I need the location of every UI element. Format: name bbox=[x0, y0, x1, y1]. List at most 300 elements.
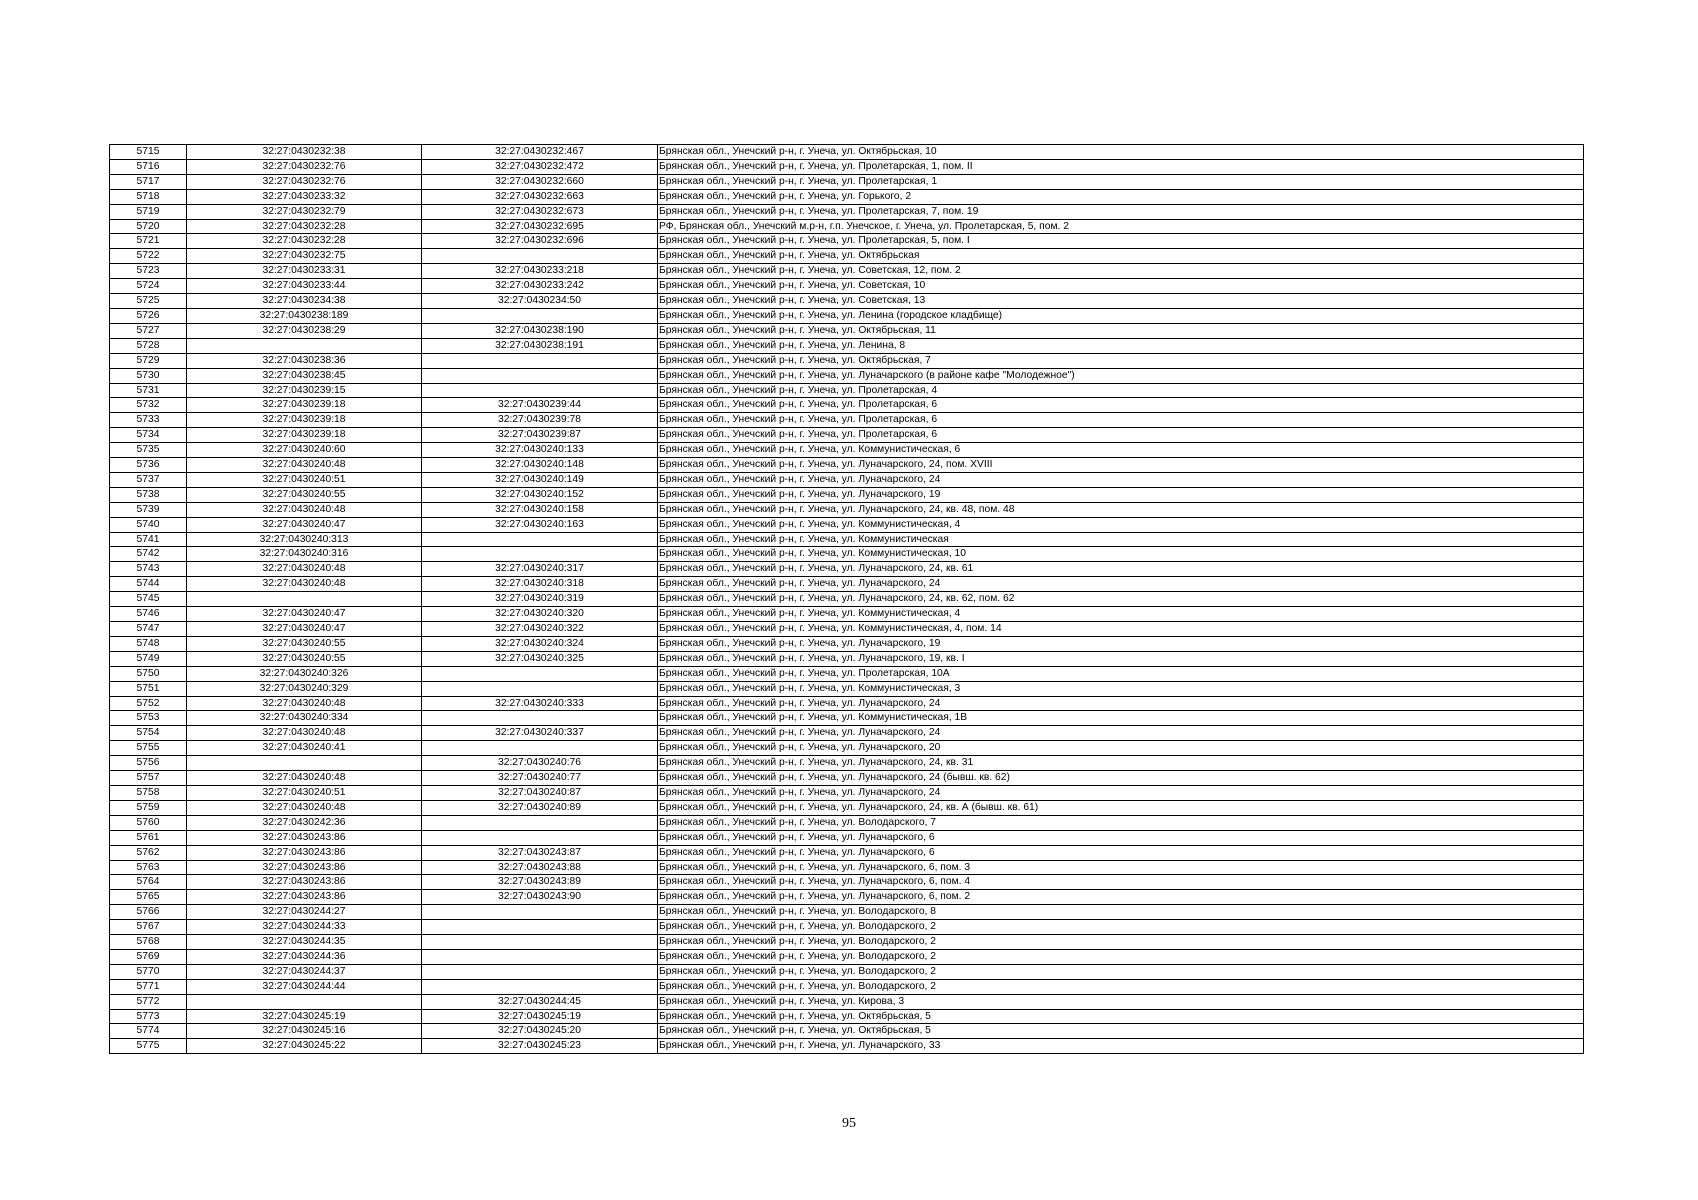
address-cell: Брянская обл., Унечский р-н, г. Унеча, ул. Советская, 13 bbox=[658, 294, 1584, 309]
address-cell: Брянская обл., Унечский р-н, г. Унеча, ул. Луначарского, 24 (бывш. кв. 62) bbox=[658, 771, 1584, 786]
object-cadastral-number-cell bbox=[422, 935, 658, 950]
address-cell: Брянская обл., Унечский р-н, г. Унеча, ул. Коммунистическая, 6 bbox=[658, 443, 1584, 458]
land-cadastral-number-cell: 32:27:0430240:41 bbox=[187, 741, 422, 756]
table-row bbox=[110, 1009, 1584, 1024]
address-cell: Брянская обл., Унечский р-н, г. Унеча, ул. Володарского, 2 bbox=[658, 920, 1584, 935]
land-cadastral-number-cell: 32:27:0430232:28 bbox=[187, 219, 422, 234]
row-number-cell: 5752 bbox=[110, 696, 187, 711]
address-cell: Брянская обл., Унечский р-н, г. Унеча, ул. Луначарского, 6 bbox=[658, 830, 1584, 845]
row-number-cell: 5716 bbox=[110, 159, 187, 174]
address-cell: Брянская обл., Унечский р-н, г. Унеча, ул. Луначарского, 24 bbox=[658, 726, 1584, 741]
row-number-cell: 5766 bbox=[110, 905, 187, 920]
table-row bbox=[110, 413, 1584, 428]
object-cadastral-number-cell: 32:27:0430240:333 bbox=[422, 696, 658, 711]
table-row bbox=[110, 532, 1584, 547]
table-row bbox=[110, 979, 1584, 994]
land-cadastral-number-cell: 32:27:0430233:44 bbox=[187, 279, 422, 294]
object-cadastral-number-cell: 32:27:0430243:88 bbox=[422, 860, 658, 875]
table-row bbox=[110, 219, 1584, 234]
land-cadastral-number-cell: 32:27:0430238:189 bbox=[187, 308, 422, 323]
row-number-cell: 5730 bbox=[110, 368, 187, 383]
row-number-cell: 5773 bbox=[110, 1009, 187, 1024]
address-cell: Брянская обл., Унечский р-н, г. Унеча, ул. Луначарского, 6, пом. 3 bbox=[658, 860, 1584, 875]
land-cadastral-number-cell: 32:27:0430240:334 bbox=[187, 711, 422, 726]
address-cell: Брянская обл., Унечский р-н, г. Унеча, ул. Луначарского, 24 bbox=[658, 696, 1584, 711]
address-cell: Брянская обл., Унечский р-н, г. Унеча, ул. Луначарского, 24 bbox=[658, 577, 1584, 592]
address-cell: Брянская обл., Унечский р-н, г. Унеча, ул. Коммунистическая, 10 bbox=[658, 547, 1584, 562]
row-number-cell: 5754 bbox=[110, 726, 187, 741]
table-row bbox=[110, 308, 1584, 323]
row-number-cell: 5745 bbox=[110, 592, 187, 607]
address-cell: Брянская обл., Унечский р-н, г. Унеча, ул. Пролетарская, 6 bbox=[658, 398, 1584, 413]
address-cell: Брянская обл., Унечский р-н, г. Унеча, ул. Пролетарская, 6 bbox=[658, 428, 1584, 443]
row-number-cell: 5765 bbox=[110, 890, 187, 905]
address-cell: Брянская обл., Унечский р-н, г. Унеча, ул. Володарского, 2 bbox=[658, 964, 1584, 979]
land-cadastral-number-cell: 32:27:0430232:76 bbox=[187, 174, 422, 189]
object-cadastral-number-cell bbox=[422, 666, 658, 681]
land-cadastral-number-cell: 32:27:0430232:76 bbox=[187, 159, 422, 174]
land-cadastral-number-cell: 32:27:0430240:47 bbox=[187, 607, 422, 622]
row-number-cell: 5728 bbox=[110, 338, 187, 353]
object-cadastral-number-cell: 32:27:0430232:660 bbox=[422, 174, 658, 189]
land-cadastral-number-cell: 32:27:0430242:36 bbox=[187, 815, 422, 830]
object-cadastral-number-cell: 32:27:0430238:190 bbox=[422, 323, 658, 338]
table-row bbox=[110, 741, 1584, 756]
row-number-cell: 5744 bbox=[110, 577, 187, 592]
object-cadastral-number-cell: 32:27:0430240:318 bbox=[422, 577, 658, 592]
row-number-cell: 5723 bbox=[110, 264, 187, 279]
object-cadastral-number-cell: 32:27:0430243:90 bbox=[422, 890, 658, 905]
object-cadastral-number-cell: 32:27:0430240:87 bbox=[422, 785, 658, 800]
land-cadastral-number-cell: 32:27:0430240:48 bbox=[187, 458, 422, 473]
address-cell: Брянская обл., Унечский р-н, г. Унеча, ул. Ленина (городское кладбище) bbox=[658, 308, 1584, 323]
address-cell: Брянская обл., Унечский р-н, г. Унеча, ул. Луначарского, 6 bbox=[658, 845, 1584, 860]
object-cadastral-number-cell: 32:27:0430239:87 bbox=[422, 428, 658, 443]
land-cadastral-number-cell bbox=[187, 756, 422, 771]
table-row bbox=[110, 815, 1584, 830]
object-cadastral-number-cell bbox=[422, 830, 658, 845]
object-cadastral-number-cell bbox=[422, 964, 658, 979]
table-row bbox=[110, 145, 1584, 160]
object-cadastral-number-cell: 32:27:0430240:148 bbox=[422, 458, 658, 473]
row-number-cell: 5775 bbox=[110, 1039, 187, 1054]
object-cadastral-number-cell: 32:27:0430240:319 bbox=[422, 592, 658, 607]
object-cadastral-number-cell: 32:27:0430245:23 bbox=[422, 1039, 658, 1054]
address-cell: Брянская обл., Унечский р-н, г. Унеча, ул. Луначарского, 6, пом. 2 bbox=[658, 890, 1584, 905]
object-cadastral-number-cell bbox=[422, 949, 658, 964]
row-number-cell: 5762 bbox=[110, 845, 187, 860]
table-row bbox=[110, 577, 1584, 592]
table-row bbox=[110, 323, 1584, 338]
object-cadastral-number-cell: 32:27:0430240:77 bbox=[422, 771, 658, 786]
table-row bbox=[110, 845, 1584, 860]
land-cadastral-number-cell bbox=[187, 592, 422, 607]
land-cadastral-number-cell: 32:27:0430238:36 bbox=[187, 353, 422, 368]
row-number-cell: 5759 bbox=[110, 800, 187, 815]
row-number-cell: 5735 bbox=[110, 443, 187, 458]
land-cadastral-number-cell: 32:27:0430240:48 bbox=[187, 800, 422, 815]
table-row bbox=[110, 860, 1584, 875]
table-row bbox=[110, 472, 1584, 487]
table-row bbox=[110, 800, 1584, 815]
address-cell: Брянская обл., Унечский р-н, г. Унеча, ул. Пролетарская, 5, пом. I bbox=[658, 234, 1584, 249]
object-cadastral-number-cell bbox=[422, 532, 658, 547]
row-number-cell: 5718 bbox=[110, 189, 187, 204]
table-row bbox=[110, 264, 1584, 279]
land-cadastral-number-cell: 32:27:0430240:48 bbox=[187, 502, 422, 517]
row-number-cell: 5770 bbox=[110, 964, 187, 979]
address-cell: Брянская обл., Унечский р-н, г. Унеча, ул. Луначарского, 24, пом. XVIII bbox=[658, 458, 1584, 473]
row-number-cell: 5750 bbox=[110, 666, 187, 681]
object-cadastral-number-cell: 32:27:0430232:467 bbox=[422, 145, 658, 160]
address-cell: Брянская обл., Унечский р-н, г. Унеча, ул. Луначарского, 24, кв. А (бывш. кв. 61) bbox=[658, 800, 1584, 815]
land-cadastral-number-cell: 32:27:0430240:48 bbox=[187, 577, 422, 592]
land-cadastral-number-cell: 32:27:0430232:75 bbox=[187, 249, 422, 264]
land-cadastral-number-cell bbox=[187, 994, 422, 1009]
table-row bbox=[110, 592, 1584, 607]
land-cadastral-number-cell: 32:27:0430240:326 bbox=[187, 666, 422, 681]
table-row bbox=[110, 607, 1584, 622]
address-cell: Брянская обл., Унечский р-н, г. Унеча, ул. Луначарского, 20 bbox=[658, 741, 1584, 756]
table-row bbox=[110, 756, 1584, 771]
object-cadastral-number-cell: 32:27:0430240:337 bbox=[422, 726, 658, 741]
address-cell: Брянская обл., Унечский р-н, г. Унеча, ул. Пролетарская, 6 bbox=[658, 413, 1584, 428]
row-number-cell: 5731 bbox=[110, 383, 187, 398]
address-cell: Брянская обл., Унечский р-н, г. Унеча, ул. Пролетарская, 1 bbox=[658, 174, 1584, 189]
land-cadastral-number-cell: 32:27:0430234:38 bbox=[187, 294, 422, 309]
address-cell: Брянская обл., Унечский р-н, г. Унеча, ул. Пролетарская, 4 bbox=[658, 383, 1584, 398]
object-cadastral-number-cell: 32:27:0430243:87 bbox=[422, 845, 658, 860]
address-cell: Брянская обл., Унечский р-н, г. Унеча, ул. Луначарского, 24, кв. 31 bbox=[658, 756, 1584, 771]
table-row bbox=[110, 771, 1584, 786]
row-number-cell: 5737 bbox=[110, 472, 187, 487]
land-cadastral-number-cell: 32:27:0430232:79 bbox=[187, 204, 422, 219]
table-row bbox=[110, 949, 1584, 964]
land-cadastral-number-cell: 32:27:0430232:28 bbox=[187, 234, 422, 249]
object-cadastral-number-cell bbox=[422, 920, 658, 935]
object-cadastral-number-cell: 32:27:0430238:191 bbox=[422, 338, 658, 353]
row-number-cell: 5774 bbox=[110, 1024, 187, 1039]
row-number-cell: 5767 bbox=[110, 920, 187, 935]
land-cadastral-number-cell: 32:27:0430243:86 bbox=[187, 830, 422, 845]
row-number-cell: 5739 bbox=[110, 502, 187, 517]
row-number-cell: 5742 bbox=[110, 547, 187, 562]
table-row bbox=[110, 502, 1584, 517]
object-cadastral-number-cell bbox=[422, 249, 658, 264]
address-cell: РФ, Брянская обл., Унечский м.р-н, г.п. Унечское, г. Унеча, ул. Пролетарская, 5, пом. 2 bbox=[658, 219, 1584, 234]
address-cell: Брянская обл., Унечский р-н, г. Унеча, ул. Коммунистическая, 4 bbox=[658, 517, 1584, 532]
table-row bbox=[110, 905, 1584, 920]
address-cell: Брянская обл., Унечский р-н, г. Унеча, ул. Луначарского, 24 bbox=[658, 472, 1584, 487]
row-number-cell: 5748 bbox=[110, 636, 187, 651]
address-cell: Брянская обл., Унечский р-н, г. Унеча, ул. Луначарского, 19 bbox=[658, 636, 1584, 651]
object-cadastral-number-cell: 32:27:0430240:158 bbox=[422, 502, 658, 517]
land-cadastral-number-cell: 32:27:0430240:60 bbox=[187, 443, 422, 458]
land-cadastral-number-cell: 32:27:0430233:31 bbox=[187, 264, 422, 279]
table-row bbox=[110, 666, 1584, 681]
table-row bbox=[110, 338, 1584, 353]
object-cadastral-number-cell: 32:27:0430240:76 bbox=[422, 756, 658, 771]
table-row bbox=[110, 234, 1584, 249]
address-cell: Брянская обл., Унечский р-н, г. Унеча, ул. Луначарского (в районе кафе "Молодежное") bbox=[658, 368, 1584, 383]
land-cadastral-number-cell: 32:27:0430245:16 bbox=[187, 1024, 422, 1039]
object-cadastral-number-cell bbox=[422, 979, 658, 994]
address-cell: Брянская обл., Унечский р-н, г. Унеча, ул. Луначарского, 24 bbox=[658, 785, 1584, 800]
object-cadastral-number-cell bbox=[422, 383, 658, 398]
address-cell: Брянская обл., Унечский р-н, г. Унеча, ул. Кирова, 3 bbox=[658, 994, 1584, 1009]
object-cadastral-number-cell: 32:27:0430233:242 bbox=[422, 279, 658, 294]
table-row bbox=[110, 622, 1584, 637]
object-cadastral-number-cell: 32:27:0430245:19 bbox=[422, 1009, 658, 1024]
object-cadastral-number-cell bbox=[422, 353, 658, 368]
address-cell: Брянская обл., Унечский р-н, г. Унеча, ул. Коммунистическая bbox=[658, 532, 1584, 547]
object-cadastral-number-cell: 32:27:0430240:89 bbox=[422, 800, 658, 815]
land-cadastral-number-cell: 32:27:0430240:55 bbox=[187, 636, 422, 651]
land-cadastral-number-cell: 32:27:0430238:45 bbox=[187, 368, 422, 383]
row-number-cell: 5719 bbox=[110, 204, 187, 219]
address-cell: Брянская обл., Унечский р-н, г. Унеча, ул. Пролетарская, 10А bbox=[658, 666, 1584, 681]
address-cell: Брянская обл., Унечский р-н, г. Унеча, ул. Октябрьская, 7 bbox=[658, 353, 1584, 368]
address-cell: Брянская обл., Унечский р-н, г. Унеча, ул. Володарского, 7 bbox=[658, 815, 1584, 830]
land-cadastral-number-cell: 32:27:0430240:47 bbox=[187, 622, 422, 637]
table-row bbox=[110, 651, 1584, 666]
object-cadastral-number-cell bbox=[422, 681, 658, 696]
object-cadastral-number-cell: 32:27:0430240:325 bbox=[422, 651, 658, 666]
object-cadastral-number-cell: 32:27:0430244:45 bbox=[422, 994, 658, 1009]
object-cadastral-number-cell bbox=[422, 308, 658, 323]
row-number-cell: 5734 bbox=[110, 428, 187, 443]
land-cadastral-number-cell: 32:27:0430239:18 bbox=[187, 398, 422, 413]
row-number-cell: 5721 bbox=[110, 234, 187, 249]
land-cadastral-number-cell: 32:27:0430240:55 bbox=[187, 487, 422, 502]
object-cadastral-number-cell: 32:27:0430240:322 bbox=[422, 622, 658, 637]
table-row bbox=[110, 920, 1584, 935]
land-cadastral-number-cell: 32:27:0430240:48 bbox=[187, 771, 422, 786]
row-number-cell: 5757 bbox=[110, 771, 187, 786]
row-number-cell: 5736 bbox=[110, 458, 187, 473]
table-row bbox=[110, 875, 1584, 890]
address-cell: Брянская обл., Унечский р-н, г. Унеча, ул. Коммунистическая, 4, пом. 14 bbox=[658, 622, 1584, 637]
land-cadastral-number-cell: 32:27:0430244:27 bbox=[187, 905, 422, 920]
address-cell: Брянская обл., Унечский р-н, г. Унеча, ул. Коммунистическая, 1В bbox=[658, 711, 1584, 726]
land-cadastral-number-cell: 32:27:0430233:32 bbox=[187, 189, 422, 204]
row-number-cell: 5740 bbox=[110, 517, 187, 532]
land-cadastral-number-cell: 32:27:0430245:22 bbox=[187, 1039, 422, 1054]
land-cadastral-number-cell: 32:27:0430240:48 bbox=[187, 726, 422, 741]
land-cadastral-number-cell: 32:27:0430232:38 bbox=[187, 145, 422, 160]
row-number-cell: 5769 bbox=[110, 949, 187, 964]
row-number-cell: 5761 bbox=[110, 830, 187, 845]
address-cell: Брянская обл., Унечский р-н, г. Унеча, ул. Горького, 2 bbox=[658, 189, 1584, 204]
table-row bbox=[110, 368, 1584, 383]
land-cadastral-number-cell: 32:27:0430239:18 bbox=[187, 413, 422, 428]
object-cadastral-number-cell bbox=[422, 905, 658, 920]
object-cadastral-number-cell: 32:27:0430245:20 bbox=[422, 1024, 658, 1039]
object-cadastral-number-cell bbox=[422, 711, 658, 726]
table-row bbox=[110, 726, 1584, 741]
address-cell: Брянская обл., Унечский р-н, г. Унеча, ул. Луначарского, 24, кв. 48, пом. 48 bbox=[658, 502, 1584, 517]
table-row bbox=[110, 443, 1584, 458]
row-number-cell: 5741 bbox=[110, 532, 187, 547]
table-row bbox=[110, 279, 1584, 294]
object-cadastral-number-cell: 32:27:0430240:317 bbox=[422, 562, 658, 577]
object-cadastral-number-cell bbox=[422, 547, 658, 562]
row-number-cell: 5722 bbox=[110, 249, 187, 264]
land-cadastral-number-cell: 32:27:0430240:48 bbox=[187, 696, 422, 711]
row-number-cell: 5751 bbox=[110, 681, 187, 696]
address-cell: Брянская обл., Унечский р-н, г. Унеча, ул. Пролетарская, 7, пом. 19 bbox=[658, 204, 1584, 219]
table-row bbox=[110, 681, 1584, 696]
address-cell: Брянская обл., Унечский р-н, г. Унеча, ул. Володарского, 2 bbox=[658, 949, 1584, 964]
land-cadastral-number-cell: 32:27:0430244:44 bbox=[187, 979, 422, 994]
address-cell: Брянская обл., Унечский р-н, г. Унеча, ул. Луначарского, 19, кв. I bbox=[658, 651, 1584, 666]
table-row bbox=[110, 711, 1584, 726]
land-cadastral-number-cell: 32:27:0430243:86 bbox=[187, 875, 422, 890]
row-number-cell: 5717 bbox=[110, 174, 187, 189]
row-number-cell: 5763 bbox=[110, 860, 187, 875]
address-cell: Брянская обл., Унечский р-н, г. Унеча, ул. Ленина, 8 bbox=[658, 338, 1584, 353]
address-cell: Брянская обл., Унечский р-н, г. Унеча, ул. Октябрьская, 5 bbox=[658, 1009, 1584, 1024]
land-cadastral-number-cell: 32:27:0430244:37 bbox=[187, 964, 422, 979]
address-cell: Брянская обл., Унечский р-н, г. Унеча, ул. Луначарского, 24, кв. 62, пом. 62 bbox=[658, 592, 1584, 607]
address-cell: Брянская обл., Унечский р-н, г. Унеча, ул. Володарского, 8 bbox=[658, 905, 1584, 920]
table-row bbox=[110, 1024, 1584, 1039]
table-row bbox=[110, 428, 1584, 443]
address-cell: Брянская обл., Унечский р-н, г. Унеча, ул. Коммунистическая, 3 bbox=[658, 681, 1584, 696]
object-cadastral-number-cell: 32:27:0430232:663 bbox=[422, 189, 658, 204]
land-cadastral-number-cell: 32:27:0430244:35 bbox=[187, 935, 422, 950]
row-number-cell: 5755 bbox=[110, 741, 187, 756]
object-cadastral-number-cell bbox=[422, 815, 658, 830]
land-cadastral-number-cell: 32:27:0430240:47 bbox=[187, 517, 422, 532]
row-number-cell: 5726 bbox=[110, 308, 187, 323]
land-cadastral-number-cell: 32:27:0430245:19 bbox=[187, 1009, 422, 1024]
table-row bbox=[110, 204, 1584, 219]
land-cadastral-number-cell: 32:27:0430244:36 bbox=[187, 949, 422, 964]
address-cell: Брянская обл., Унечский р-н, г. Унеча, ул. Володарского, 2 bbox=[658, 935, 1584, 950]
address-cell: Брянская обл., Унечский р-н, г. Унеча, ул. Советская, 10 bbox=[658, 279, 1584, 294]
object-cadastral-number-cell: 32:27:0430239:44 bbox=[422, 398, 658, 413]
table-row bbox=[110, 547, 1584, 562]
table-row bbox=[110, 159, 1584, 174]
land-cadastral-number-cell: 32:27:0430239:18 bbox=[187, 428, 422, 443]
object-cadastral-number-cell bbox=[422, 368, 658, 383]
address-cell: Брянская обл., Унечский р-н, г. Унеча, ул. Володарского, 2 bbox=[658, 979, 1584, 994]
row-number-cell: 5720 bbox=[110, 219, 187, 234]
table-row bbox=[110, 890, 1584, 905]
table-row bbox=[110, 189, 1584, 204]
land-cadastral-number-cell: 32:27:0430240:51 bbox=[187, 472, 422, 487]
object-cadastral-number-cell: 32:27:0430232:673 bbox=[422, 204, 658, 219]
table-row bbox=[110, 383, 1584, 398]
row-number-cell: 5729 bbox=[110, 353, 187, 368]
land-cadastral-number-cell: 32:27:0430243:86 bbox=[187, 890, 422, 905]
row-number-cell: 5724 bbox=[110, 279, 187, 294]
table-row bbox=[110, 964, 1584, 979]
address-cell: Брянская обл., Унечский р-н, г. Унеча, ул. Луначарского, 33 bbox=[658, 1039, 1584, 1054]
land-cadastral-number-cell: 32:27:0430244:33 bbox=[187, 920, 422, 935]
land-cadastral-number-cell: 32:27:0430240:48 bbox=[187, 562, 422, 577]
object-cadastral-number-cell: 32:27:0430243:89 bbox=[422, 875, 658, 890]
table-row bbox=[110, 517, 1584, 532]
object-cadastral-number-cell: 32:27:0430232:472 bbox=[422, 159, 658, 174]
table-row bbox=[110, 1039, 1584, 1054]
row-number-cell: 5725 bbox=[110, 294, 187, 309]
table-row bbox=[110, 935, 1584, 950]
table-row bbox=[110, 696, 1584, 711]
object-cadastral-number-cell: 32:27:0430232:696 bbox=[422, 234, 658, 249]
land-cadastral-number-cell: 32:27:0430240:55 bbox=[187, 651, 422, 666]
object-cadastral-number-cell: 32:27:0430232:695 bbox=[422, 219, 658, 234]
object-cadastral-number-cell bbox=[422, 741, 658, 756]
object-cadastral-number-cell: 32:27:0430240:149 bbox=[422, 472, 658, 487]
property-table bbox=[109, 144, 1584, 1054]
row-number-cell: 5727 bbox=[110, 323, 187, 338]
row-number-cell: 5771 bbox=[110, 979, 187, 994]
table-row bbox=[110, 487, 1584, 502]
row-number-cell: 5715 bbox=[110, 145, 187, 160]
object-cadastral-number-cell: 32:27:0430234:50 bbox=[422, 294, 658, 309]
row-number-cell: 5732 bbox=[110, 398, 187, 413]
table-row bbox=[110, 636, 1584, 651]
land-cadastral-number-cell: 32:27:0430240:313 bbox=[187, 532, 422, 547]
row-number-cell: 5746 bbox=[110, 607, 187, 622]
table-row bbox=[110, 249, 1584, 264]
row-number-cell: 5733 bbox=[110, 413, 187, 428]
object-cadastral-number-cell: 32:27:0430240:152 bbox=[422, 487, 658, 502]
row-number-cell: 5743 bbox=[110, 562, 187, 577]
table-row bbox=[110, 458, 1584, 473]
table-row bbox=[110, 994, 1584, 1009]
table-row bbox=[110, 353, 1584, 368]
object-cadastral-number-cell: 32:27:0430233:218 bbox=[422, 264, 658, 279]
row-number-cell: 5768 bbox=[110, 935, 187, 950]
row-number-cell: 5749 bbox=[110, 651, 187, 666]
land-cadastral-number-cell: 32:27:0430240:316 bbox=[187, 547, 422, 562]
object-cadastral-number-cell: 32:27:0430240:133 bbox=[422, 443, 658, 458]
table-row bbox=[110, 174, 1584, 189]
land-cadastral-number-cell: 32:27:0430243:86 bbox=[187, 860, 422, 875]
row-number-cell: 5747 bbox=[110, 622, 187, 637]
land-cadastral-number-cell: 32:27:0430239:15 bbox=[187, 383, 422, 398]
land-cadastral-number-cell: 32:27:0430240:51 bbox=[187, 785, 422, 800]
address-cell: Брянская обл., Унечский р-н, г. Унеча, ул. Коммунистическая, 4 bbox=[658, 607, 1584, 622]
row-number-cell: 5772 bbox=[110, 994, 187, 1009]
object-cadastral-number-cell: 32:27:0430239:78 bbox=[422, 413, 658, 428]
address-cell: Брянская обл., Унечский р-н, г. Унеча, ул. Луначарского, 6, пом. 4 bbox=[658, 875, 1584, 890]
land-cadastral-number-cell: 32:27:0430243:86 bbox=[187, 845, 422, 860]
table-row bbox=[110, 785, 1584, 800]
page-number: 95 bbox=[842, 1116, 856, 1131]
row-number-cell: 5758 bbox=[110, 785, 187, 800]
table-row bbox=[110, 830, 1584, 845]
land-cadastral-number-cell: 32:27:0430238:29 bbox=[187, 323, 422, 338]
object-cadastral-number-cell: 32:27:0430240:320 bbox=[422, 607, 658, 622]
table-row bbox=[110, 398, 1584, 413]
address-cell: Брянская обл., Унечский р-н, г. Унеча, ул. Октябрьская, 10 bbox=[658, 145, 1584, 160]
land-cadastral-number-cell bbox=[187, 338, 422, 353]
address-cell: Брянская обл., Унечский р-н, г. Унеча, ул. Октябрьская, 5 bbox=[658, 1024, 1584, 1039]
object-cadastral-number-cell: 32:27:0430240:324 bbox=[422, 636, 658, 651]
address-cell: Брянская обл., Унечский р-н, г. Унеча, ул. Октябрьская bbox=[658, 249, 1584, 264]
address-cell: Брянская обл., Унечский р-н, г. Унеча, ул. Луначарского, 19 bbox=[658, 487, 1584, 502]
address-cell: Брянская обл., Унечский р-н, г. Унеча, ул. Луначарского, 24, кв. 61 bbox=[658, 562, 1584, 577]
table-row bbox=[110, 562, 1584, 577]
land-cadastral-number-cell: 32:27:0430240:329 bbox=[187, 681, 422, 696]
row-number-cell: 5764 bbox=[110, 875, 187, 890]
property-table-body bbox=[110, 145, 1584, 1054]
row-number-cell: 5753 bbox=[110, 711, 187, 726]
